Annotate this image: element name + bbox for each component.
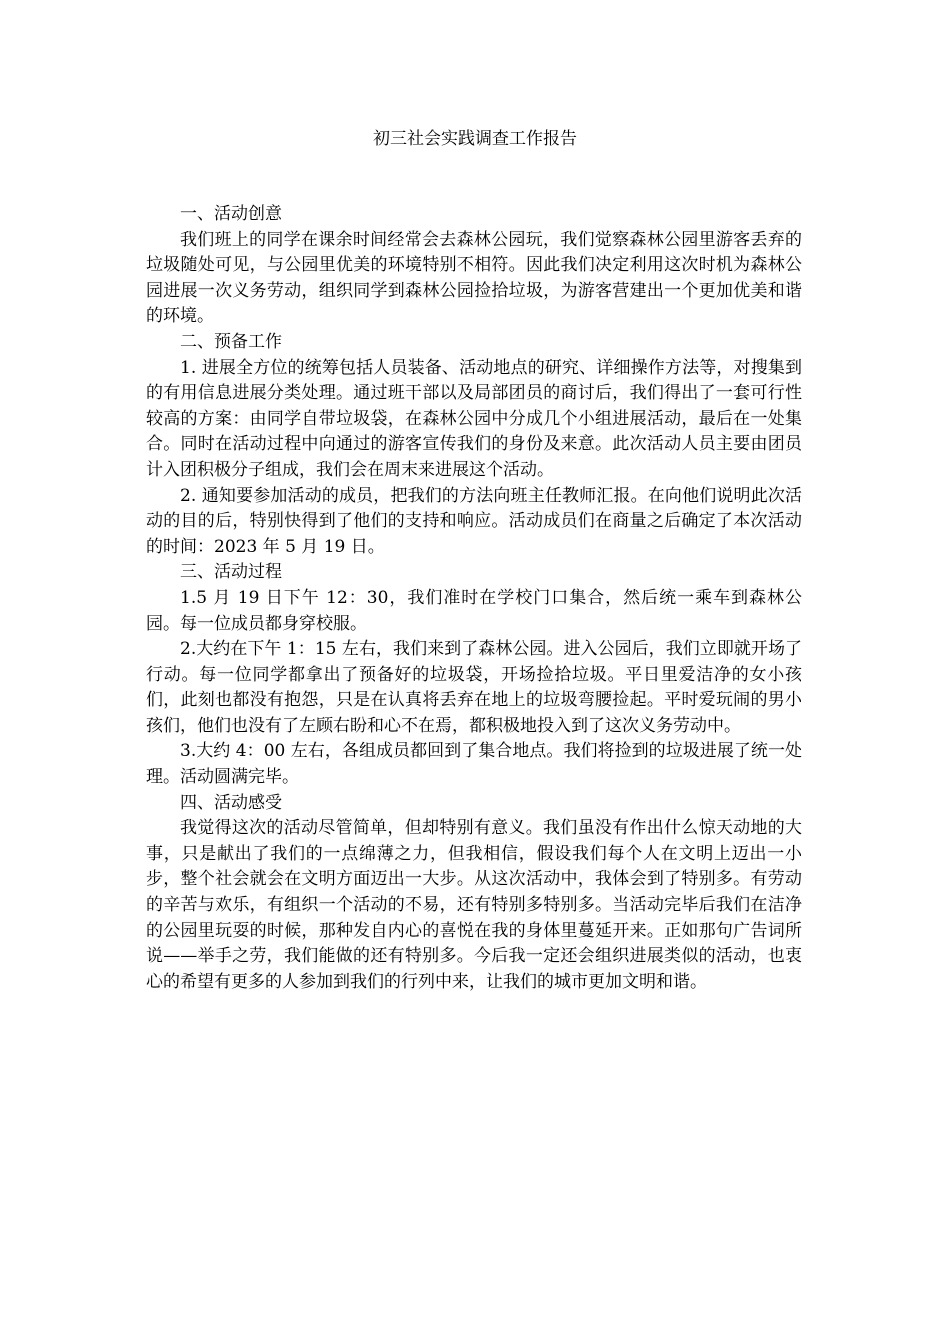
document-title: 初三社会实践调查工作报告: [373, 129, 577, 149]
section-heading-reflection: 四、活动感受: [180, 792, 282, 813]
paragraph-process-1: 1.5 月 19 日下午 12：30，我们准时在学校门口集合，然后统一乘车到森林公园。每一位成员都身穿校服。: [146, 587, 802, 634]
paragraph-process-3: 3.大约 4：00 左右，各组成员都回到了集合地点。我们将捡到的垃圾进展了统一处理。活动圆满完毕。: [146, 741, 802, 788]
paragraph-preparation-2: 2. 通知要参加活动的成员，把我们的方法向班主任教师汇报。在向他们说明此次活动的目的后，特别快得到了他们的支持和响应。活动成员们在商量之后确定了本次活动的时间：2023 年 5 月 19 日。: [146, 485, 802, 557]
section-heading-creative: 一、活动创意: [180, 204, 282, 224]
section-heading-preparation: 二、预备工作: [180, 331, 282, 352]
paragraph-process-2: 2.大约在下午 1：15 左右，我们来到了森林公园。进入公园后，我们立即就开场了行动。每一位同学都拿出了预备好的垃圾袋，开场捡拾垃圾。平日里爱洁净的女小孩们，此刻也都没有抱怨，只是在认真将丢弃在地上的垃圾弯腰捡起。平时爱玩闹的男小孩们，他们也没有了左顾右盼和心不在焉，都积极地投入到了这次义务劳动中。: [146, 639, 802, 736]
section-heading-process: 三、活动过程: [180, 562, 282, 583]
paragraph-reflection: 我觉得这次的活动尽管简单，但却特别有意义。我们虽没有作出什么惊天动地的大事，只是献出了我们的一点绵薄之力，但我相信，假设我们每个人在文明上迈出一小步，整个社会就会在文明方面迈出一大步。从这次活动中，我体会到了特别多。有劳动的辛苦与欢乐，有组织一个活动的不易，还有特别多特别多。当活动完毕后我们在洁净的公园里玩耍的时候，那种发自内心的喜悦在我的身体里蔓延开来。正如那句广告词所说——举手之劳，我们能做的还有特别多。今后我一定还会组织进展类似的活动，也衷心的希望有更多的人参加到我们的行列中来，让我们的城市更加文明和谐。: [146, 818, 802, 992]
document-body: [146, 202, 802, 995]
paragraph-creative: 我们班上的同学在课余时间经常会去森林公园玩，我们觉察森林公园里游客丢弃的垃圾随处可见，与公园里优美的环境特别不相符。因此我们决定利用这次时机为森林公园进展一次义务劳动，组织同学到森林公园捡拾垃圾，为游客营建出一个更加优美和谐的环境。: [146, 229, 802, 327]
paragraph-preparation-1: 1. 进展全方位的统筹包括人员装备、活动地点的研究、详细操作方法等，对搜集到的有用信息进展分类处理。通过班干部以及局部团员的商讨后，我们得出了一套可行性较高的方案：由同学自带垃圾袋，在森林公园中分成几个小组进展活动，最后在一处集合。同时在活动过程中向通过的游客宣传我们的身份及来意。此次活动人员主要由团员计入团积极分子组成，我们会在周末来进展这个活动。: [146, 357, 802, 480]
